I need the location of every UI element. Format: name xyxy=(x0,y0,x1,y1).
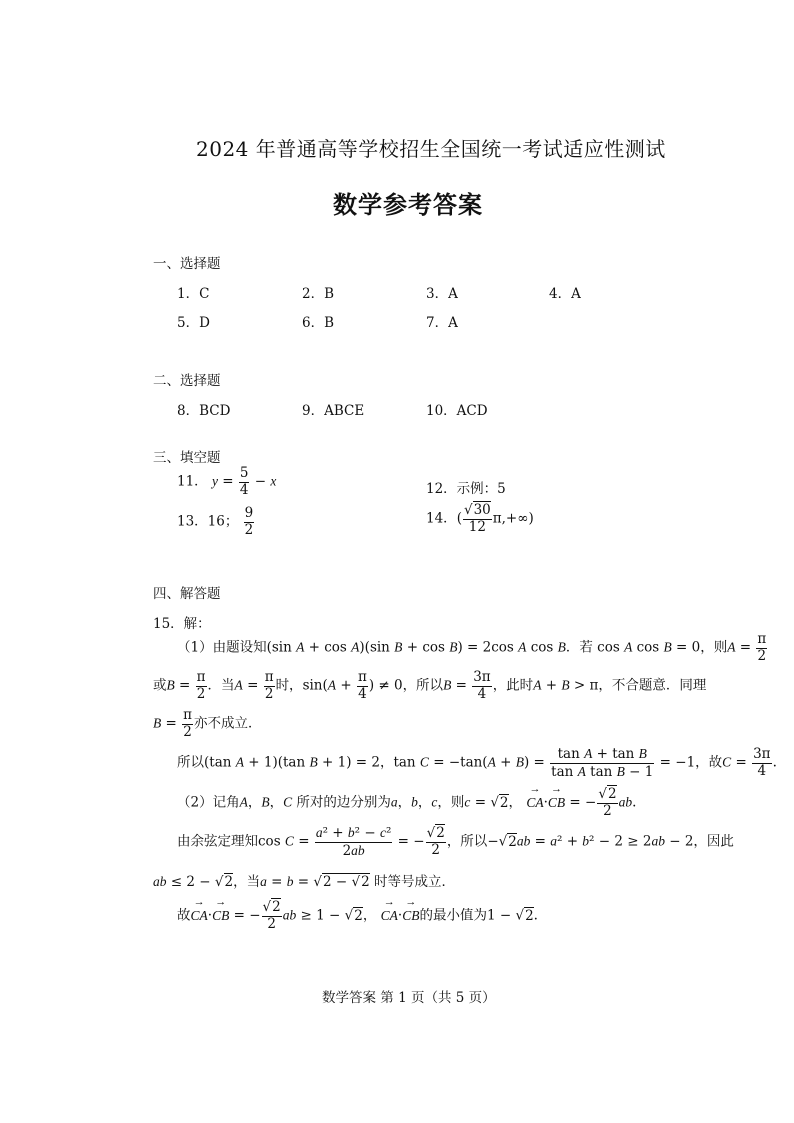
fraction: $\frac{\text{tan A + tan B}}{\text{tan A tan B − 1}}$ xyxy=(551,746,654,780)
answer-10: 10．ACD xyxy=(426,403,488,419)
answer-11: 11． y = $\frac{5}{4}$ − x xyxy=(177,465,277,498)
fraction: $\frac{3\pi}{4}$ xyxy=(753,746,771,779)
document-subtitle: 数学参考答案 xyxy=(333,190,483,219)
document-title: 2024 年普通高等学校招生全国统一考试适应性测试 xyxy=(196,137,666,161)
q15-line-2: 或B = $\frac{\pi}{2}$ ．当A = $\frac{\pi}{2}$ 时，sin(A + $\frac{\pi}{4}$ ) ≠ 0，所以B = $\frac{3\pi}{4}$ ，此时A + B > π，不合题意．同理 xyxy=(153,669,707,702)
fraction: $\frac{\pi}{2}$ xyxy=(264,669,274,702)
answer-6: 6．B xyxy=(302,315,335,331)
fraction: $\frac{\pi}{4}$ xyxy=(357,669,367,702)
answer-9: 9．ABCE xyxy=(302,403,365,419)
q15-line-4: 所以(tan A + 1)(tan B + 1) = 2，tan C = −tan(A + B) = $\frac{\text{tan A + tan B}}{\text{tan A tan B − 1}}$ = −1，故C = $\frac{3\pi}{4}$ . xyxy=(177,746,777,780)
answer-8: 8．BCD xyxy=(177,403,231,419)
fraction: $\frac{\pi}{2}$ xyxy=(757,631,767,664)
answer-14-label: 14． xyxy=(426,510,457,527)
answer-12: 12．示例：5 xyxy=(426,481,506,497)
section-2-heading: 二、选择题 xyxy=(153,373,221,389)
fraction: $\frac{5}{4}$ xyxy=(239,465,249,498)
fraction: $\frac{9}{2}$ xyxy=(244,505,254,538)
fraction: $\frac{\pi}{2}$ xyxy=(183,707,193,740)
fraction: $\frac{√2}{2}$ xyxy=(262,899,281,932)
answer-1: 1．C xyxy=(177,286,210,302)
fraction: $\frac{3\pi}{4}$ xyxy=(473,669,491,702)
answer-5: 5．D xyxy=(177,315,210,331)
answer-13-label: 13．16； xyxy=(177,513,239,530)
fraction: $\frac{√2}{2}$ xyxy=(598,786,617,819)
q15-line-1: （1）由题设知(sin A + cos A)(sin B + cos B) = 2cos A cos B．若 cos A cos B = 0，则A = $\frac{\pi}{2}$ xyxy=(177,631,767,664)
answer-11-formula: y xyxy=(211,473,218,489)
fraction: $\frac{\text{a² + b² − c²}}{2ab}$ xyxy=(315,825,392,859)
q15-line-5: （2）记角A，B，C 所对的边分别为a，b，c，则c = √2， → CA·→ CB = − $\frac{√2}{2}$ ab. xyxy=(177,787,636,819)
section-3-heading: 三、填空题 xyxy=(153,450,221,466)
q15-label: 15．解： xyxy=(153,616,211,632)
q15-line-6: 由余弦定理知cos C = $\frac{\text{a² + b² − c²}}{2ab}$ = − $\frac{√2}{2}$ ，所以−√2ab = a² + b² − 2 ≥ 2ab − 2，因此 xyxy=(177,825,734,859)
answer-11-label: 11． xyxy=(177,473,208,490)
answer-4: 4．A xyxy=(549,286,581,302)
q15-line-7: ab ≤ 2 − √2，当a = b = √2 − √2 时等号成立． xyxy=(153,874,455,890)
fraction: $\frac{\pi}{2}$ xyxy=(196,669,206,702)
answer-2: 2．B xyxy=(302,286,335,302)
answer-13 xyxy=(177,506,255,538)
q15-line-8: 故→ CA·→ CB = − $\frac{√2}{2}$ ab ≥ 1 − √2， → CA·→ CB的最小值为1 − √2. xyxy=(177,900,538,932)
answer-14: 14．( $\frac{√30}{12}$ π,+∞) xyxy=(426,502,534,535)
answer-3: 3．A xyxy=(426,286,458,302)
q15-line-3: B = $\frac{\pi}{2}$ 亦不成立． xyxy=(153,707,262,740)
section-4-heading: 四、解答题 xyxy=(153,586,221,602)
answer-7: 7．A xyxy=(426,315,458,331)
page-footer: 数学答案 第 1 页（共 5 页） xyxy=(322,990,496,1006)
fraction: $\frac{√30}{12}$ xyxy=(463,502,491,535)
fraction: $\frac{√2}{2}$ xyxy=(426,825,445,858)
section-1-heading: 一、选择题 xyxy=(153,256,221,272)
